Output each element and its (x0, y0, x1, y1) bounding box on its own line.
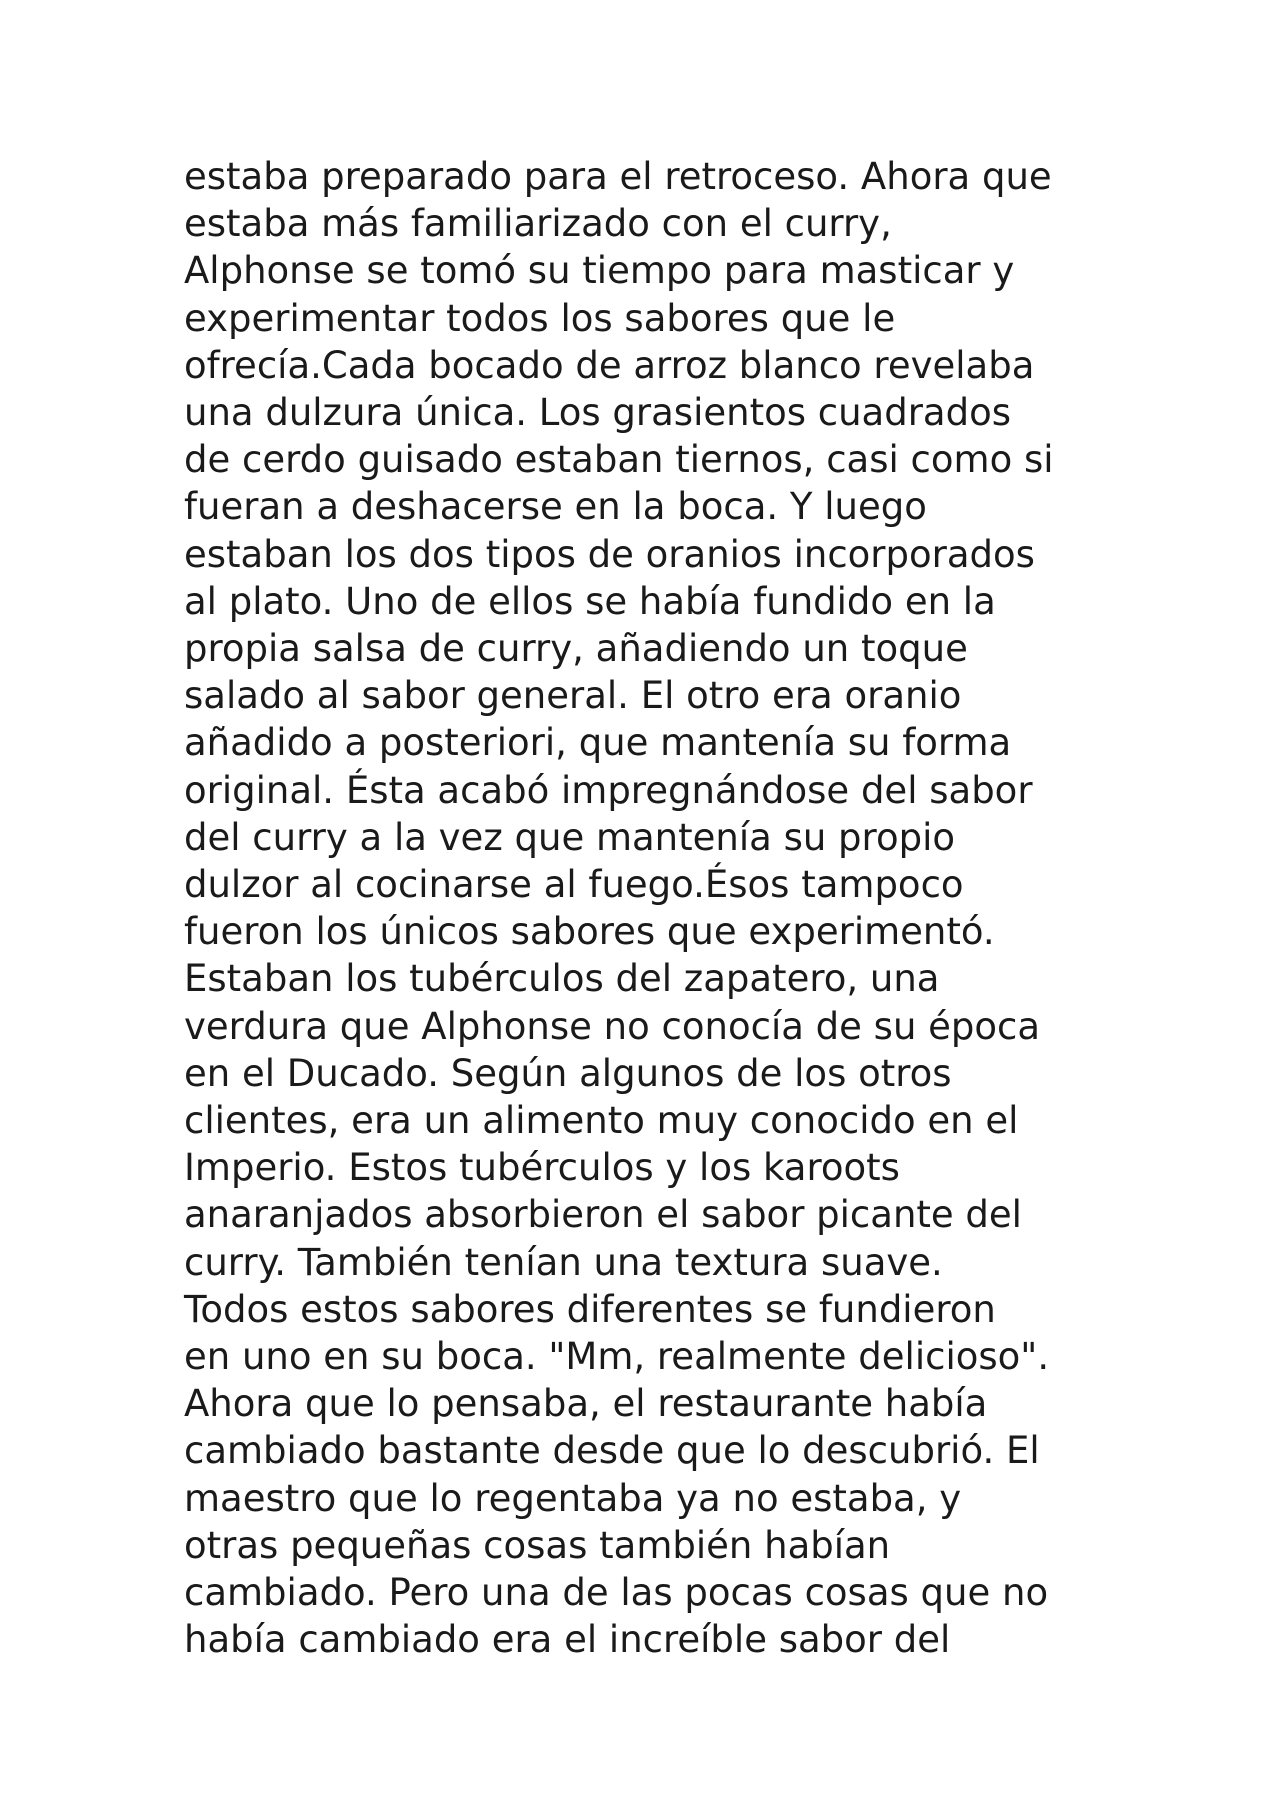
text-line: experimentar todos los sabores que le (184, 296, 896, 340)
text-line: en el Ducado. Según algunos de los otros (184, 1051, 952, 1095)
text-line: clientes, era un alimento muy conocido en el (184, 1099, 1019, 1143)
text-line: Alphonse se tomó su tiempo para masticar y (184, 249, 1015, 293)
text-line: maestro que lo regentaba ya no estaba, y (184, 1476, 962, 1520)
text-line: dulzor al cocinarse al fuego.Ésos tampoco (184, 863, 964, 907)
text-line: Ahora que lo pensaba, el restaurante había (184, 1382, 988, 1426)
text-line: una dulzura única. Los grasientos cuadrados (184, 391, 1011, 435)
text-line: fueron los únicos sabores que experimentó. (184, 910, 995, 954)
text-line: Imperio. Estos tubérculos y los karoots (184, 1146, 900, 1190)
text-line: otras pequeñas cosas también habían (184, 1523, 891, 1567)
text-line: anaranjados absorbieron el sabor picante del (184, 1193, 1022, 1237)
text-line: estaba preparado para el retroceso. Ahora que (184, 155, 1052, 198)
text-line: fueran a deshacerse en la boca. Y luego (184, 485, 927, 529)
text-line: Estaban los tubérculos del zapatero, una (184, 957, 940, 1001)
text-line: estaba más familiarizado con el curry, (184, 202, 892, 246)
text-line: cambiado. Pero una de las pocas cosas que no (184, 1571, 1049, 1615)
text-line: del curry a la vez que mantenía su propio (184, 815, 955, 859)
text-line: había cambiado era el increíble sabor del (184, 1618, 951, 1662)
text-line: salado al sabor general. El otro era oranio (184, 674, 962, 718)
text-line: ofrecía.Cada bocado de arroz blanco revelaba (184, 343, 1035, 387)
text-line: curry. También tenían una textura suave. (184, 1240, 943, 1284)
text-line: añadido a posteriori, que mantenía su forma (184, 721, 1012, 765)
text-line: cambiado bastante desde que lo descubrió. El (184, 1429, 1040, 1473)
text-line: original. Ésta acabó impregnándose del sabor (184, 768, 1033, 812)
text-line: al plato. Uno de ellos se había fundido en la (184, 579, 996, 623)
text-line: verdura que Alphonse no conocía de su época (184, 1004, 1041, 1048)
text-line: propia salsa de curry, añadiendo un toque (184, 627, 968, 671)
body-text (184, 153, 1184, 1664)
text-line: en uno en su boca. "Mm, realmente delicioso". (184, 1335, 1050, 1379)
text-line: de cerdo guisado estaban tiernos, casi como si (184, 438, 1054, 482)
text-line: estaban los dos tipos de oranios incorporados (184, 532, 1035, 576)
text-line: Todos estos sabores diferentes se fundieron (184, 1287, 996, 1331)
